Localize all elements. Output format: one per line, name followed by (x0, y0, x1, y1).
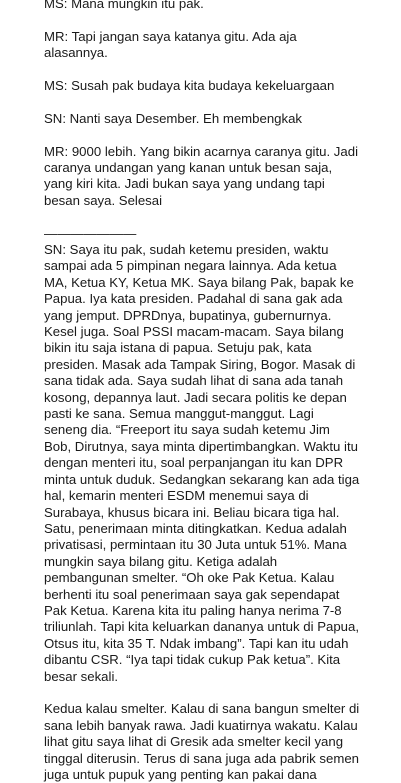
paragraph-gap (44, 12, 393, 28)
paragraph: MS: Mana mungkin itu pak. (44, 0, 204, 11)
paragraph-gap (44, 209, 393, 225)
paragraph-gap (44, 127, 393, 143)
paragraph: Kedua kalau smelter. Kalau di sana bangun smelter di sana lebih banyak rawa. Jadi kuatirnya wakatu. Kalau lihat gitu saya lihat di Gresik ada smelter kecil yang tinggal diterusin. Terus di sana juga ada pabrik semen juga untuk pupuk yang penting kan pakai dana (44, 701, 360, 782)
paragraph: MS: Susah pak budaya kita budaya kekeluargaan (44, 78, 335, 93)
paragraph-gap (44, 685, 393, 701)
paragraph-gap (44, 94, 393, 110)
paragraph: SN: Saya itu pak, sudah ketemu presiden, waktu sampai ada 5 pimpinan negara lainnya. Ada ketua MA, Ketua KY, Ketua MK. Saya bilang Pak, bapak ke Papua. Iya kata presiden. Padahal di sana gak ada yang jemput. DPRDnya, bupatinya, gubernurnya. Kesel juga. Soal PSSI macam-macam. Saya bilang bikin itu saja istana di papua. Setuju pak, kata presiden. Masak ada Tampak Siring, Bogor. Masak di sana tidak ada. Saya sudah lihat di sana ada tanah kosong, depannya laut. Jadi secara politis ke depan pasti ke sana. Semua manggut-manggut. Lagi seneng dia. “Freeport itu saya sudah ketemu Jim Bob, Dirutnya, saya minta dipertimbangkan. Waktu itu dengan menteri itu, soal perpanjangan itu kan DPR minta untuk duduk. Sedangkan sekarang kan ada tiga hal, kemarin menteri ESDM menemui saya di Surabaya, khusus bicara ini. Beliau bicara tiga hal. Satu, penerimaan minta ditingkatkan. Kedua adalah privatisasi, permintaan itu 30 Juta untuk 51%. Mana mungkin saya bilang gitu. Ketiga adalah pembangunan smelter. “Oh oke Pak Ketua. Kalau berhenti itu soal penerimaan saya gak sependapat Pak Ketua. Karena kita itu paling hanya nerima 7-8 triliunlah. Tapi kita keluarkan dananya untuk di Papua, Otsus itu, kita 35 T. Ndak imbang”. Tapi kan itu udah dibantu CSR. “Iya tapi tidak cukup Pak ketua”. Kita besar sekali. (44, 242, 360, 684)
paragraph: SN: Nanti saya Desember. Eh membengkak (44, 110, 303, 126)
paragraph: MR: 9000 lebih. Yang bikin acarnya caranya gitu. Jadi caranya undangan yang kanan untuk besan saja, yang kiri kita. Jadi bukan saya yang undang tapi besan saya. Selesai (44, 143, 359, 208)
paragraph-gap (44, 62, 393, 78)
paragraph: MR: Tapi jangan saya katanya gitu. Ada aja alasannya. (44, 28, 297, 61)
section-divider: ——————— (44, 225, 137, 241)
